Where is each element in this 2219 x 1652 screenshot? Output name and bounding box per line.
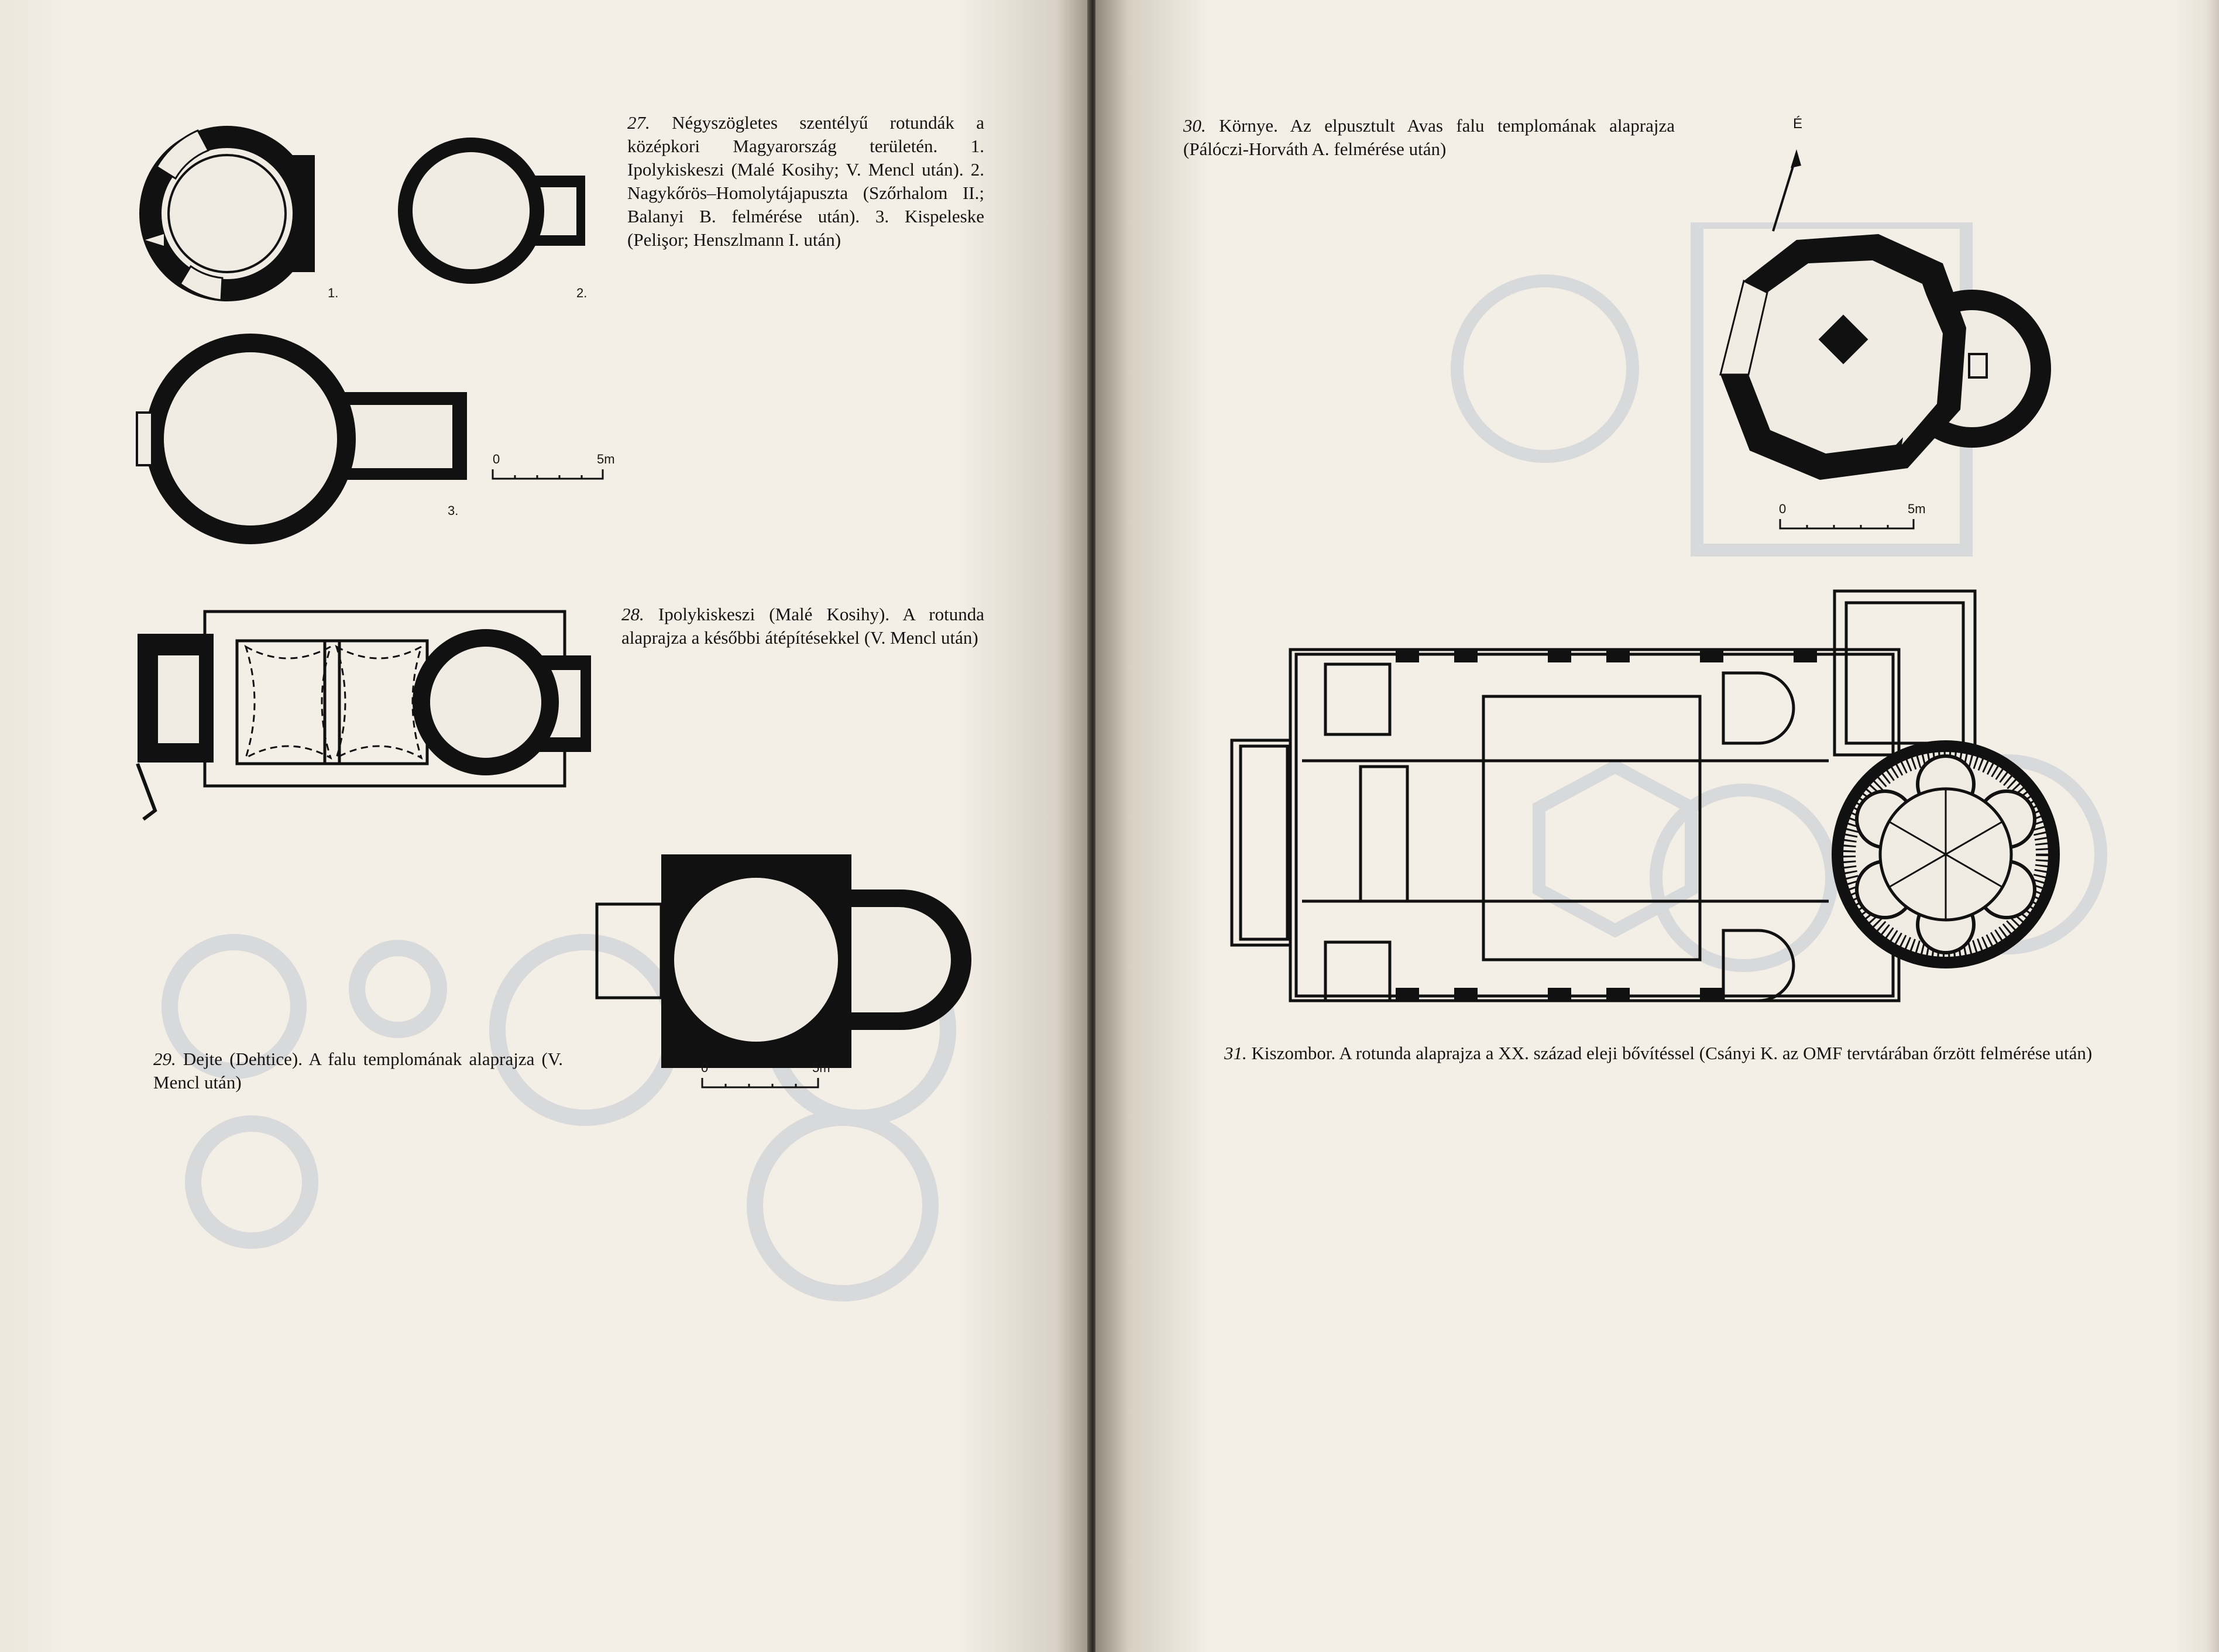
scale-five-27: 5m — [597, 452, 615, 466]
fig29-text: Dejte (Dehtice). A falu templomának alaprajza (V. Mencl után) — [153, 1049, 564, 1093]
fig28-text: Ipolykiskeszi (Malé Kosihy). A rotunda alaprajza a későbbi átépítésekkel (V. Mencl után) — [621, 604, 984, 648]
plan-27-2 — [398, 132, 597, 290]
scale-zero-29: 0 — [701, 1060, 709, 1075]
scale-five-29: 5m — [812, 1060, 830, 1075]
fig27-text: Négyszögletes szentélyű rotundák a középkori Magyarország területén. 1. Ipolykiskeszi (Malé Kosihy; V. Mencl után). 2. Nagykőrös–Homolytájapuszta (Szőrhalom II.; Balanyi B. felmérése után). 3. Kispeleske (Pelişor; Henszlmann I. után) — [627, 112, 984, 250]
scale-bar-29 — [695, 1059, 847, 1094]
fig31-number: 31. — [1224, 1043, 1247, 1063]
caption-fig28 — [621, 603, 984, 650]
plan-27-1 — [133, 120, 367, 313]
plan-27-3 — [133, 334, 473, 556]
plan-label-1: 1. — [328, 286, 339, 300]
scale-five-30: 5m — [1908, 502, 1926, 516]
scale-zero-30: 0 — [1779, 502, 1787, 516]
plan-label-3: 3. — [448, 503, 459, 518]
fig30-text: Környe. Az elpusztult Avas falu templomának alaprajza (Pálóczi-Horváth A. felmérése után) — [1183, 115, 1675, 159]
scale-bar-27 — [486, 451, 626, 486]
fig27-number: 27. — [627, 112, 650, 133]
page-edge — [2206, 0, 2219, 1652]
caption-fig30 — [1183, 114, 1675, 161]
scale-zero-27: 0 — [493, 452, 500, 466]
plan-label-2: 2. — [576, 286, 588, 300]
fig30-number: 30. — [1183, 115, 1206, 136]
plan-30 — [1709, 228, 2060, 486]
north-label: É — [1793, 116, 1803, 132]
plan-31 — [1232, 585, 2168, 1030]
caption-fig31 — [1224, 1042, 2172, 1065]
plan-29 — [597, 849, 983, 1065]
fig29-number: 29. — [153, 1049, 176, 1069]
fig31-text: Kiszombor. A rotunda alaprajza a XX. század eleji bővítéssel (Csányi K. az OMF tervtárában őrzött felmérése után) — [1251, 1043, 2093, 1063]
plan-28 — [138, 606, 594, 822]
caption-fig27 — [627, 111, 984, 252]
scale-bar-30 — [1773, 500, 1937, 535]
caption-fig29 — [153, 1047, 563, 1094]
north-arrow — [1761, 108, 1808, 237]
fig28-number: 28. — [621, 604, 644, 624]
